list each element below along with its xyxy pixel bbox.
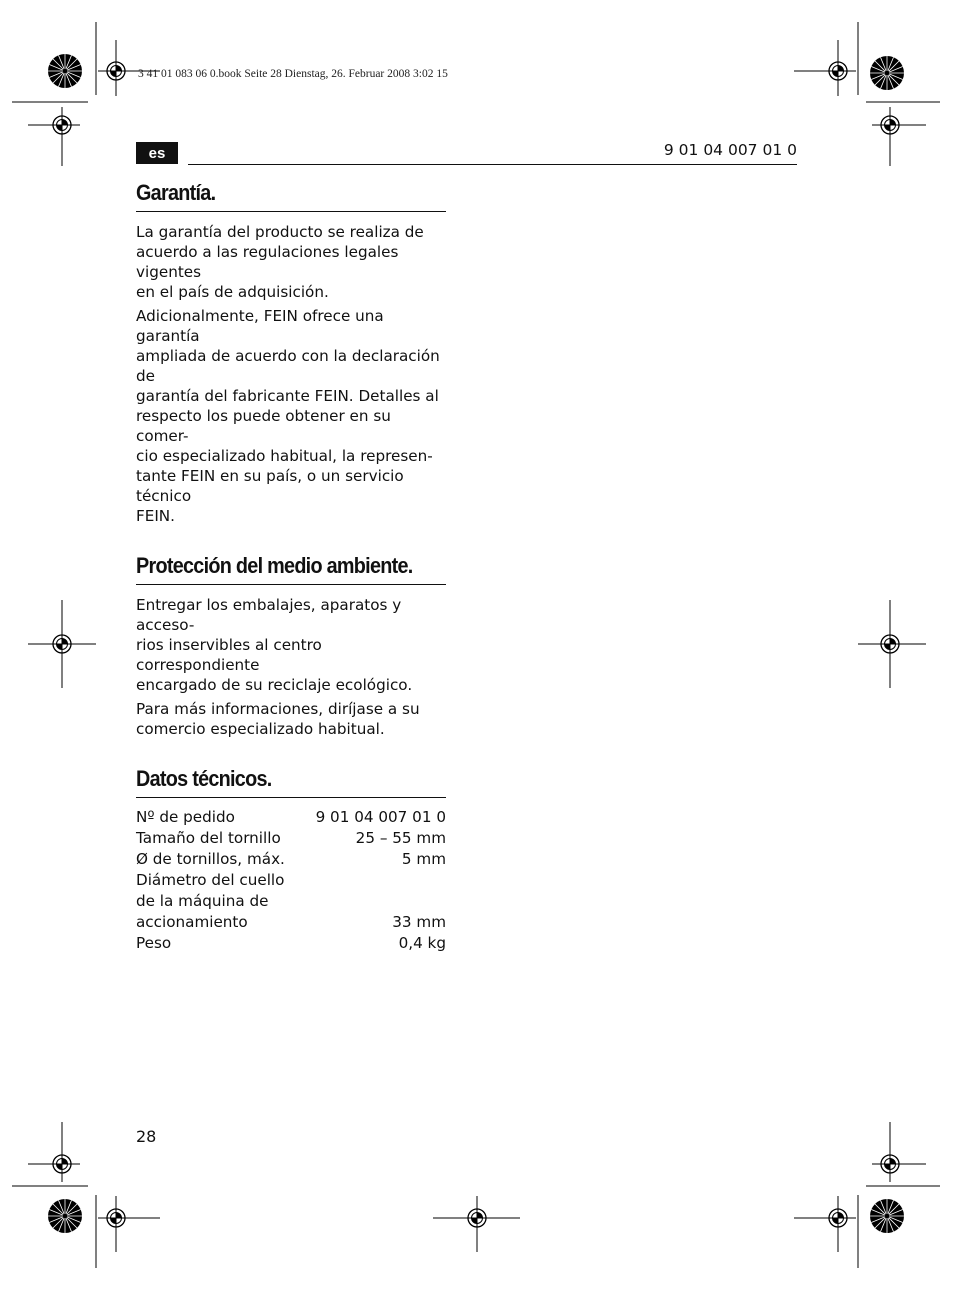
warranty-section — [136, 179, 446, 526]
paragraph: Adicionalmente, FEIN ofrece una garantía ampliada de acuerdo con la declaración de garantía del fabricante FEIN. Detalles al respecto los puede obtener en su comer- cio especializado habitual, la represen- tante FEIN en su país, o un servicio técnico FEIN. — [136, 307, 440, 525]
spec-label: Ø de tornillos, máx. — [136, 850, 285, 868]
spec-value: 5 mm — [401, 850, 446, 868]
section-rule — [136, 584, 446, 585]
environment-section — [136, 552, 446, 739]
section-title: Protección del medio ambiente. — [136, 553, 413, 578]
spec-value: 9 01 04 007 01 0 — [315, 808, 446, 826]
table-row — [136, 828, 446, 849]
spec-label: Nº de pedido — [136, 808, 235, 826]
table-row — [136, 807, 446, 828]
section-title: Garantía. — [136, 180, 216, 205]
section-title: Datos técnicos. — [136, 766, 272, 791]
spec-table — [136, 807, 446, 954]
print-info-line: 3 41 01 083 06 0.book Seite 28 Dienstag, 26. Februar 2008 3:02 15 — [138, 68, 448, 80]
spec-value: 25 – 55 mm — [355, 829, 446, 847]
spec-label: Tamaño del tornillo — [136, 829, 281, 847]
language-badge: es — [136, 142, 178, 164]
content-column — [136, 179, 446, 980]
paragraph: Entregar los embalajes, aparatos y acceso- rios inservibles al centro correspondiente encargado de su reciclaje ecológico. — [136, 596, 413, 694]
spec-value: 33 mm — [392, 913, 446, 931]
spec-value: 0,4 kg — [398, 934, 446, 952]
table-row — [136, 933, 446, 954]
page-number: 28 — [136, 1127, 157, 1146]
paragraph: Para más informaciones, diríjase a su comercio especializado habitual. — [136, 700, 420, 738]
paragraph: La garantía del producto se realiza de acuerdo a las regulaciones legales vigentes en el país de adquisición. — [136, 223, 424, 301]
reference-code: 9 01 04 007 01 0 — [663, 141, 797, 159]
section-rule — [136, 797, 446, 798]
table-row — [136, 870, 446, 933]
section-rule — [136, 211, 446, 212]
header-rule — [188, 164, 797, 165]
spec-label: Peso — [136, 934, 172, 952]
spec-label: Diámetro del cuello de la máquina de accionamiento — [136, 871, 285, 931]
technical-data-section — [136, 765, 446, 954]
table-row — [136, 849, 446, 870]
